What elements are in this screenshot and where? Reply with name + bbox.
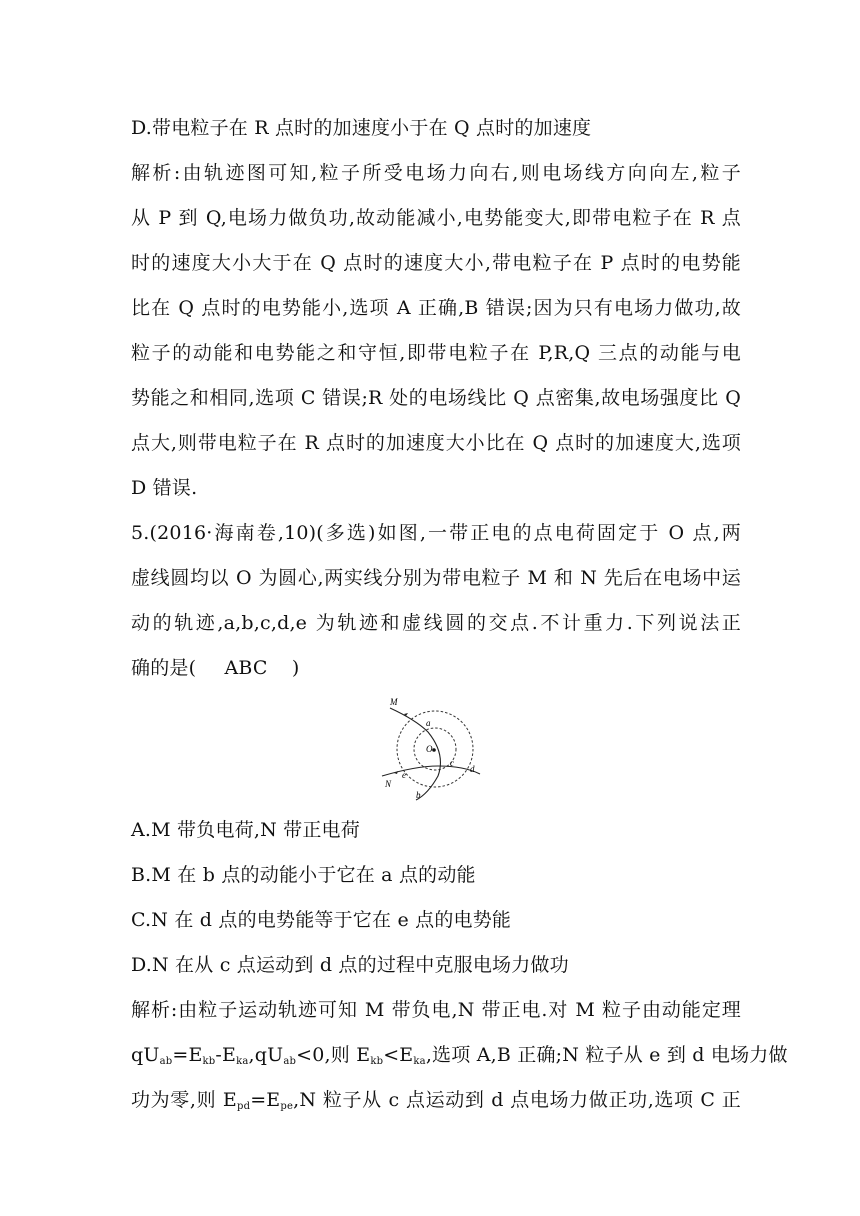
option-a: A.M 带负电荷,N 带正电荷 <box>131 819 360 841</box>
text-line-4: 时的速度大小大于在 Q 点时的速度大小,带电粒子在 P 点时的电势能 <box>131 252 741 274</box>
question-close: ) <box>291 657 300 679</box>
analysis-line-1: 解析:由粒子运动轨迹可知 M 带负电,N 带正电.对 M 粒子由动能定理 <box>131 999 741 1021</box>
eq-sub: pd <box>236 1101 251 1112</box>
question-line-2: 虚线圆均以 O 为圆心,两实线分别为带电粒子 M 和 N 先后在电场中运 <box>131 567 741 589</box>
question-line-3: 动的轨迹,a,b,c,d,e 为轨迹和虚线圆的交点.不计重力.下列说法正 <box>131 612 741 634</box>
text-line-5: 比在 Q 点时的电势能小,选项 A 正确,B 错误;因为只有电场力做功,故 <box>131 297 741 319</box>
eq-seg: =E <box>250 1089 281 1111</box>
text-line-7: 势能之和相同,选项 C 错误;R 处的电场线比 Q 点密集,故电场强度比 Q <box>131 387 741 409</box>
eq-sub: kb <box>370 1056 384 1067</box>
eq-seg: 功为零,则 E <box>131 1089 237 1111</box>
eq-seg: <E <box>383 1044 414 1066</box>
eq-seg: -E <box>215 1044 237 1066</box>
answer: ABC <box>224 657 268 679</box>
label-o: O <box>426 744 433 754</box>
label-n: N <box>385 779 392 789</box>
eq-seg: ,N 粒子从 c 点运动到 d 点电场力做正功,选项 C 正 <box>293 1089 741 1111</box>
label-c: c <box>450 758 454 768</box>
analysis-line-3 <box>131 1088 741 1112</box>
label-b: b <box>416 790 421 800</box>
option-b: B.M 在 b 点的动能小于它在 a 点的动能 <box>131 864 476 886</box>
text-line-9: D 错误. <box>131 477 198 499</box>
text-line-8: 点大,则带电粒子在 R 点时的加速度大小比在 Q 点时的加速度大,选项 <box>131 432 741 454</box>
text-line-3: 从 P 到 Q,电场力做负功,故动能减小,电势能变大,即带电粒子在 R 点 <box>131 207 741 229</box>
text-line-6: 粒子的动能和电势能之和守恒,即带电粒子在 P,R,Q 三点的动能与电 <box>131 342 741 364</box>
eq-sub: kb <box>202 1056 216 1067</box>
text-line-2: 解析:由轨迹图可知,粒子所受电场力向右,则电场线方向向左,粒子 <box>131 162 741 184</box>
eq-sub: ka <box>236 1056 249 1067</box>
label-e: e <box>402 770 406 780</box>
eq-sub: ab <box>159 1056 173 1067</box>
eq-sub: ka <box>413 1056 426 1067</box>
label-m: M <box>390 697 398 707</box>
question-line-1: 5.(2016·海南卷,10)(多选)如图,一带正电的点电荷固定于 O 点,两 <box>131 522 741 544</box>
label-a: a <box>426 718 431 728</box>
option-d: D.N 在从 c 点运动到 d 点的过程中克服电场力做功 <box>131 954 569 976</box>
point-o-dot <box>432 748 436 752</box>
trajectory-n <box>382 766 480 776</box>
text-line-1: D.带电粒子在 R 点时的加速度小于在 Q 点时的加速度 <box>131 117 592 139</box>
question-tail: 确的是( <box>131 657 197 679</box>
eq-seg: <0,则 E <box>296 1044 371 1066</box>
analysis-line-2 <box>131 1043 788 1067</box>
label-d: d <box>470 764 475 774</box>
option-c: C.N 在 d 点的电势能等于它在 e 点的电势能 <box>131 909 512 931</box>
eq-sub: ab <box>283 1056 297 1067</box>
question-line-4 <box>131 656 300 680</box>
eq-sub: pe <box>280 1101 294 1112</box>
electric-field-figure <box>376 694 486 804</box>
eq-seg: ,qU <box>248 1044 284 1066</box>
eq-seg: qU <box>131 1044 160 1066</box>
eq-seg: =E <box>172 1044 203 1066</box>
eq-seg: ,选项 A,B 正确;N 粒子从 e 到 d 电场力做 <box>425 1044 788 1066</box>
